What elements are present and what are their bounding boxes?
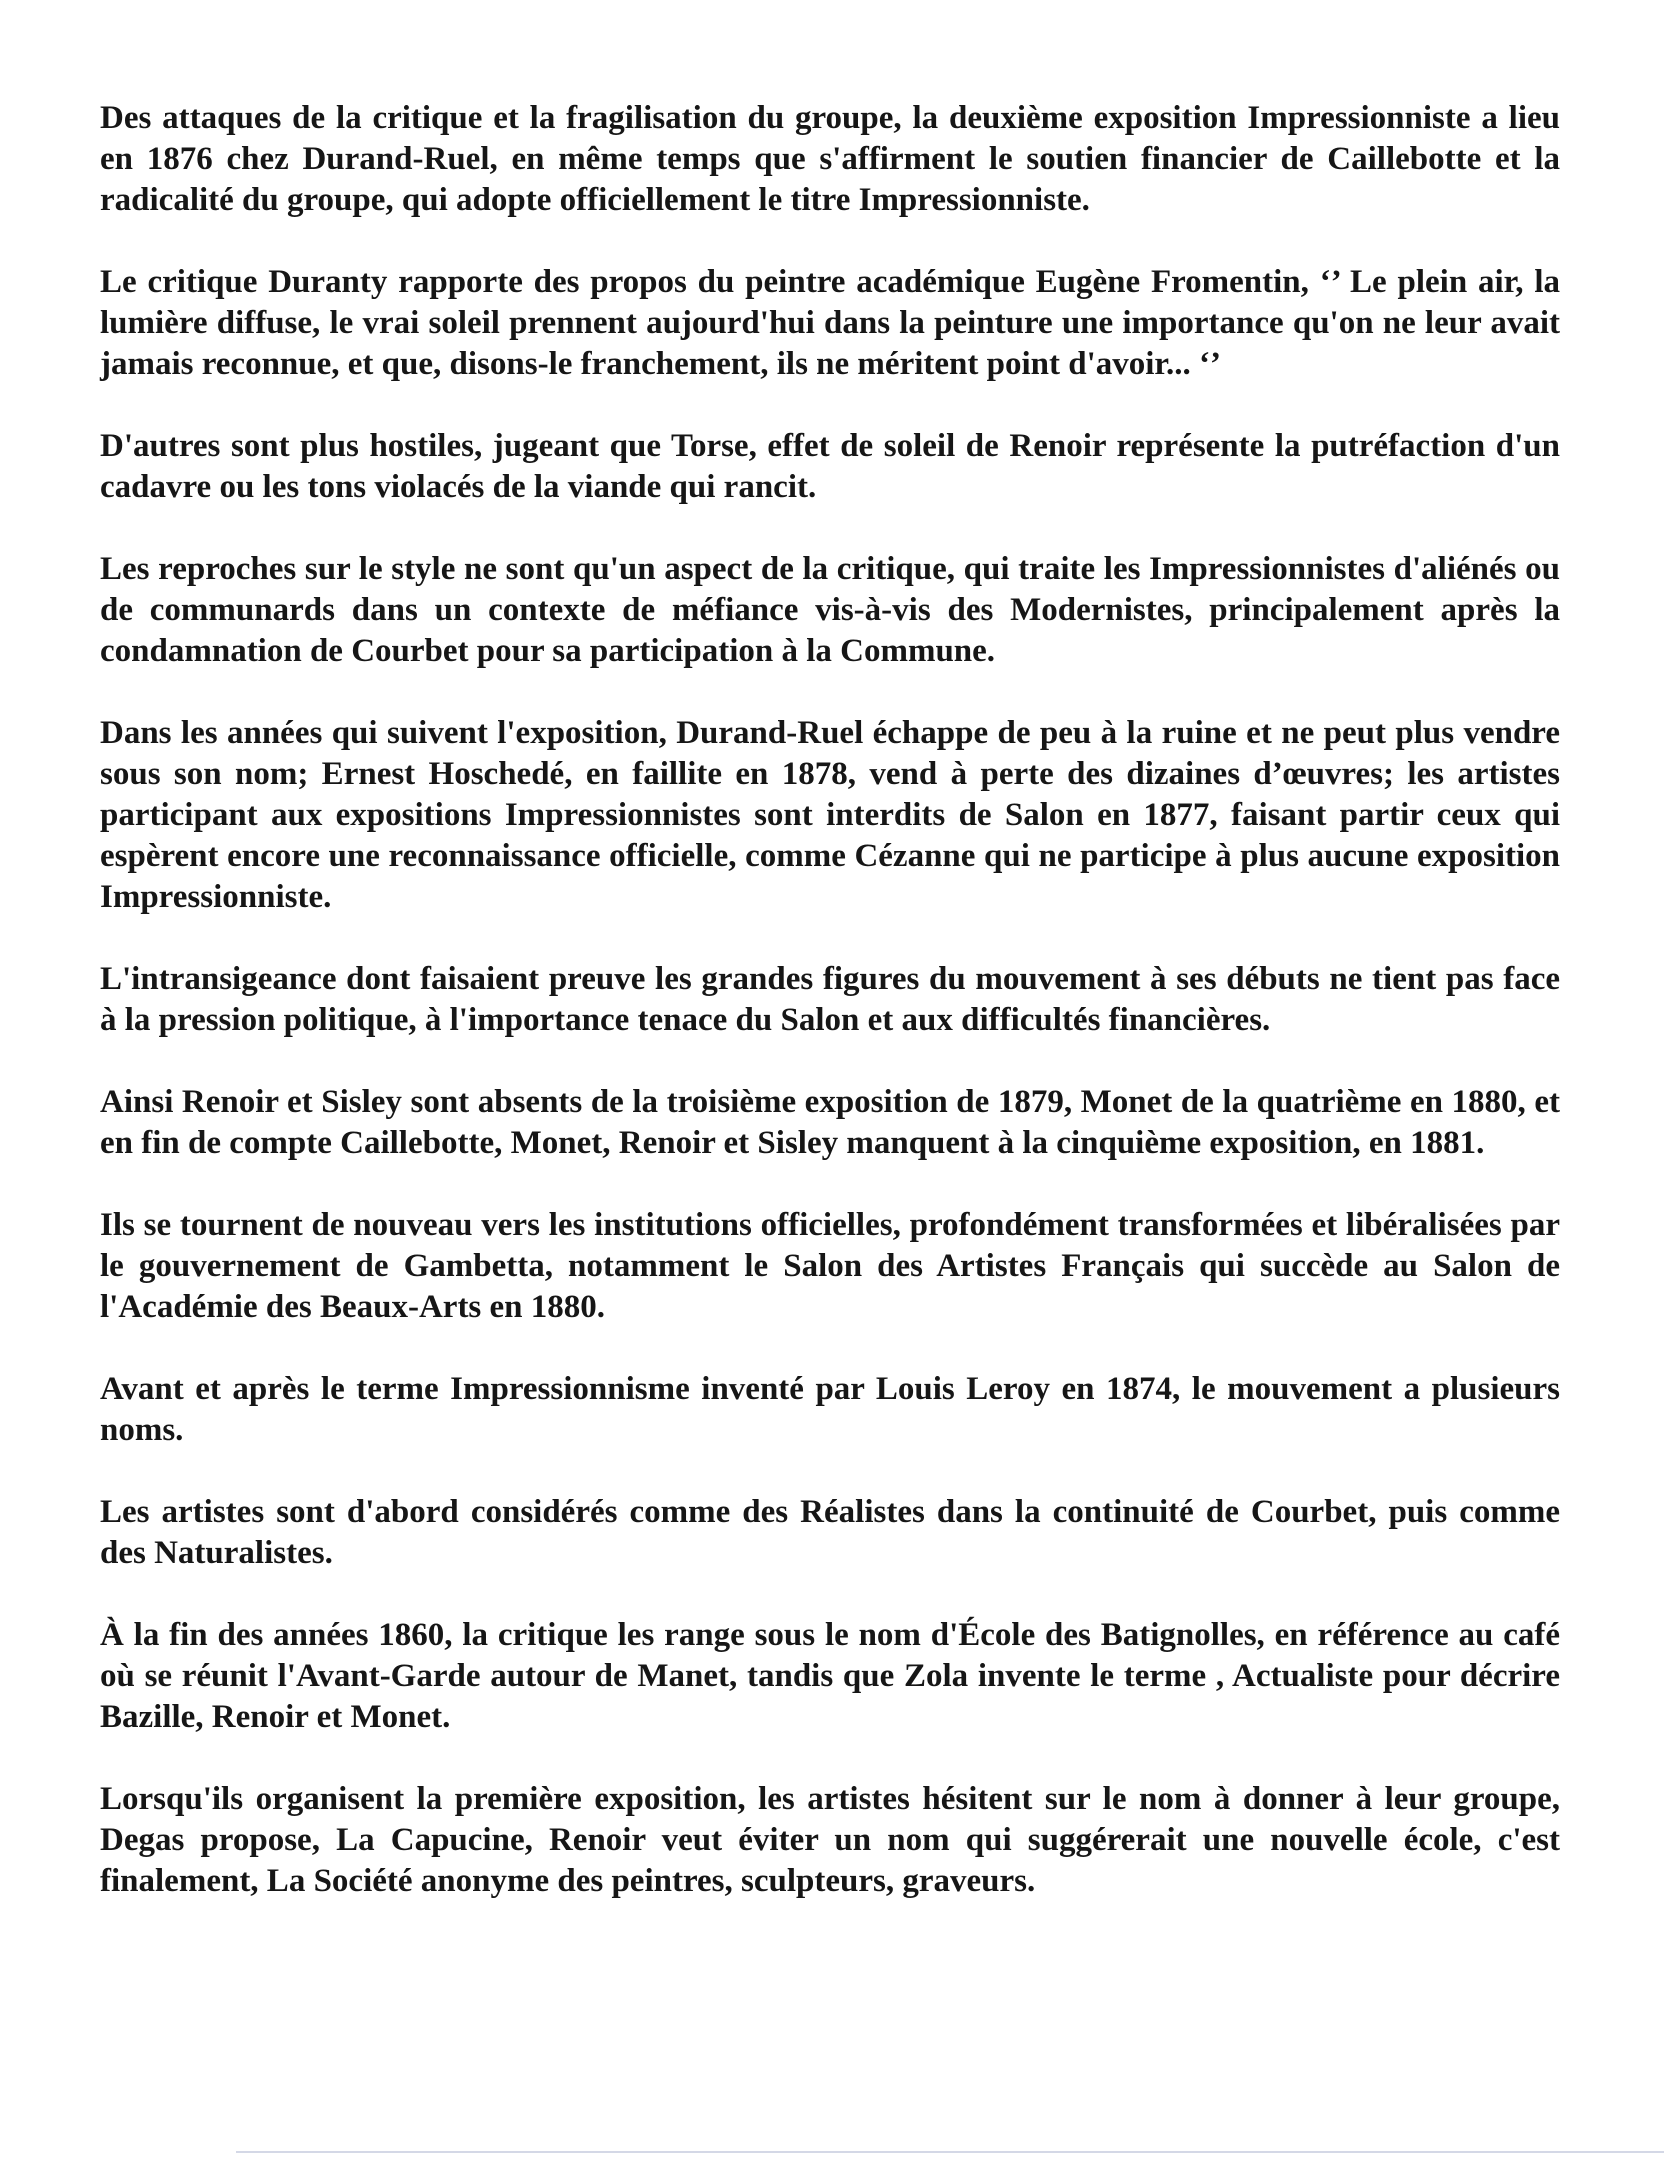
paragraph-second-exhibition: Des attaques de la critique et la fragilisation du groupe, la deuxième exposition Impressionniste a lieu en 1876 chez Durand-Ruel, en même temps que s'affirment le soutien financier de Caillebotte et la radicalité du groupe, qui adopte officiellement le titre Impressionniste. xyxy=(100,100,1560,218)
paragraph-realists: Les artistes sont d'abord considérés comme des Réalistes dans la continuité de Courbet, puis comme des Naturalistes. xyxy=(100,1494,1560,1571)
paragraph-absences: Ainsi Renoir et Sisley sont absents de la troisième exposition de 1879, Monet de la quatrième en 1880, et en fin de compte Caillebotte, Monet, Renoir et Sisley manquent à la cinquième exposition, en 1881. xyxy=(100,1084,1560,1161)
paragraph-hostile-critics: D'autres sont plus hostiles, jugeant que Torse, effet de soleil de Renoir représente la putréfaction d'un cadavre ou les tons violacés de la viande qui rancit. xyxy=(100,428,1560,505)
paragraph-intransigence: L'intransigeance dont faisaient preuve les grandes figures du mouvement à ses débuts ne tient pas face à la pression politique, à l'importance tenace du Salon et aux difficultés financières. xyxy=(100,961,1560,1038)
paragraph-duranty-quote: Le critique Duranty rapporte des propos du peintre académique Eugène Fromentin, ‘’ Le plein air, la lumière diffuse, le vrai soleil prennent aujourd'hui dans la peinture une importance qu'on ne leur avait jamais reconnue, et que, disons-le franchement, ils ne méritent point d'avoir... ‘’ xyxy=(100,264,1560,382)
bottom-divider xyxy=(236,2151,1664,2153)
paragraph-after-exhibition: Dans les années qui suivent l'exposition, Durand-Ruel échappe de peu à la ruine et ne peut plus vendre sous son nom; Ernest Hoschedé, en faillite en 1878, vend à perte des dizaines d’œuvres; les artistes participant aux expositions Impressionnistes sont interdits de Salon en 1877, faisant partir ceux qui espèrent encore une reconnaissance officielle, comme Cézanne qui ne participe à plus aucune exposition Impressionniste. xyxy=(100,715,1560,915)
paragraph-batignolles: À la fin des années 1860, la critique les range sous le nom d'École des Batignolles, en référence au café où se réunit l'Avant-Garde autour de Manet, tandis que Zola invente le terme , Actualiste pour décrire Bazille, Renoir et Monet. xyxy=(100,1617,1560,1735)
paragraph-movement-names: Avant et après le terme Impressionnisme inventé par Louis Leroy en 1874, le mouvement a plusieurs noms. xyxy=(100,1371,1560,1448)
paragraph-style-reproaches: Les reproches sur le style ne sont qu'un aspect de la critique, qui traite les Impressionnistes d'aliénés ou de communards dans un contexte de méfiance vis-à-vis des Modernistes, principalement après la condamnation de Courbet pour sa participation à la Commune. xyxy=(100,551,1560,669)
paragraph-first-exhibition-name: Lorsqu'ils organisent la première exposition, les artistes hésitent sur le nom à donner à leur groupe, Degas propose, La Capucine, Renoir veut éviter un nom qui suggérerait une nouvelle école, c'est finalement, La Société anonyme des peintres, sculpteurs, graveurs. xyxy=(100,1781,1560,1899)
paragraph-official-institutions: Ils se tournent de nouveau vers les institutions officielles, profondément transformées et libéralisées par le gouvernement de Gambetta, notamment le Salon des Artistes Français qui succède au Salon de l'Académie des Beaux-Arts en 1880. xyxy=(100,1207,1560,1325)
document-body xyxy=(100,98,1560,1902)
